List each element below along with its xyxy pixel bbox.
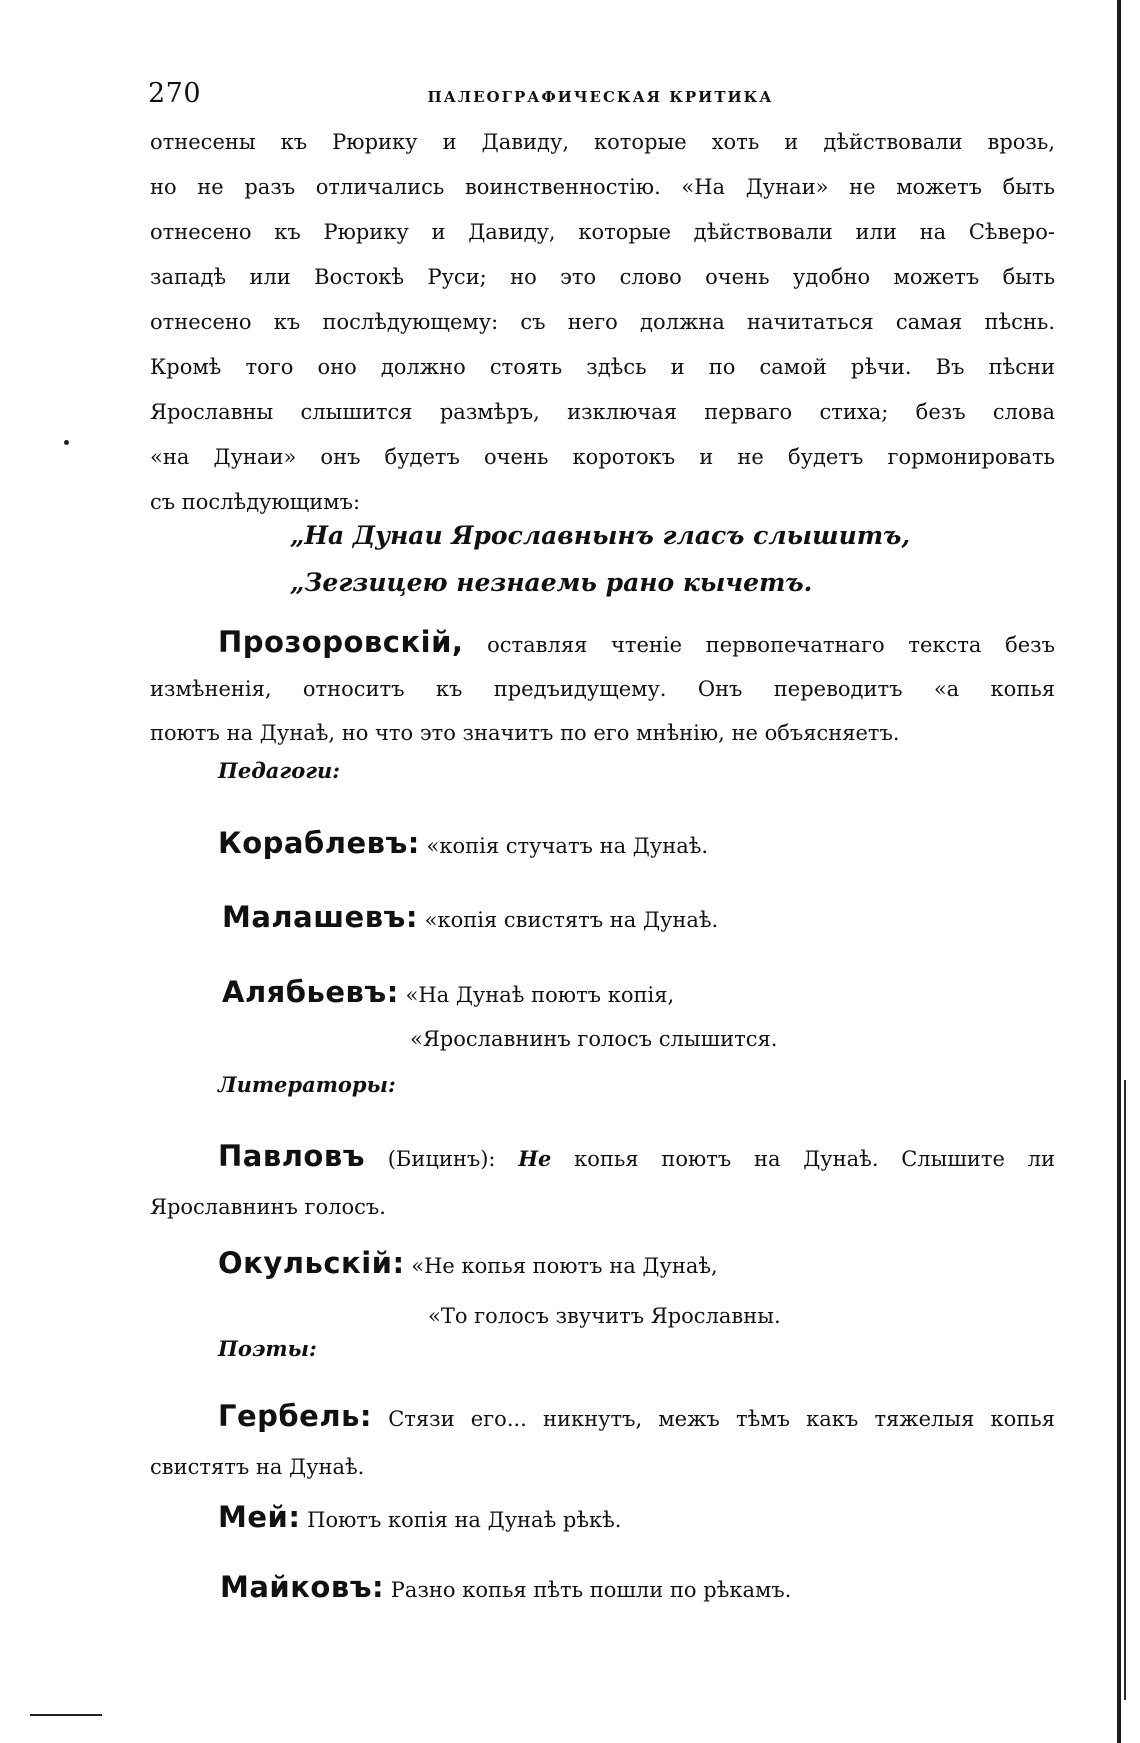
entry-gerbel [150,1392,1055,1491]
entry-alyabyev [222,970,1127,1061]
intro-paragraph [150,120,1055,525]
text-line: Ярославны слышится размѣръ, изключая перваго стиха; безъ слова [150,400,1055,424]
author-name: Малашевъ: [222,900,418,934]
entry-maykov [220,1570,1125,1604]
author-name: Алябьевъ: [222,975,399,1009]
entry-text: Разно копья пѣть пошли по рѣкамъ. [390,1578,792,1602]
author-name: Прозоровскій, [218,625,464,659]
author-name: Майковъ: [220,1570,385,1604]
entry-text: оставляя чтеніе первопечатнаго текста безъ [487,633,1055,657]
entry-text: измѣненія, относитъ къ предъидущему. Онъ переводитъ «а копья [150,677,1055,701]
author-name: Окульскій: [218,1246,405,1280]
entry-text: свистятъ на Дунаѣ. [150,1455,365,1479]
page-header [148,78,1053,118]
author-name: Гербель: [218,1399,372,1433]
entry-text: Стязи его... никнутъ, межъ тѣмъ какъ тяжелыя копья [388,1407,1055,1431]
entry-text-italic: Не [518,1146,552,1171]
text-line: отнесено къ Рюрику и Давиду, которые дѣйствовали или на Сѣверо- [150,220,1055,244]
text-line: Кромѣ того оно должно стоять здѣсь и по самой рѣчи. Въ пѣсни [150,355,1055,379]
entry-text: «На Дунаѣ поютъ копія, [405,983,675,1007]
entry-text: «Ярославнинъ голосъ слышится. [410,1027,778,1051]
author-name: Мей: [218,1500,301,1534]
entry-mey [218,1500,1123,1534]
text-line: съ послѣдующимъ: [150,490,361,514]
quoted-verse [290,512,910,606]
margin-dot [64,440,69,445]
section-heading-poets: Поэты: [218,1336,317,1361]
section-heading-writers: Литераторы: [218,1072,396,1097]
entry-text: «копія свистятъ на Дунаѣ. [424,908,719,932]
section-heading-pedagogues: Педагоги: [218,758,341,783]
page-edge-line-inner [1124,1080,1126,1700]
text-line: «на Дунаи» онъ будетъ очень коротокъ и не будетъ гормонировать [150,445,1055,469]
running-head: ПАЛЕОГРАФИЧЕСКАЯ КРИТИКА [427,88,774,106]
author-name: Павловъ [218,1139,365,1173]
page-number: 270 [148,78,202,109]
entry-text: «То голосъ звучитъ Ярославны. [428,1304,781,1328]
entry-prozorovsky [150,620,1055,755]
entry-text: «копія стучатъ на Дунаѣ. [426,834,709,858]
entry-text: копья поютъ на Дунаѣ. Слышите ли [574,1147,1055,1171]
entry-text: Поютъ копія на Дунаѣ рѣкѣ. [307,1508,622,1532]
entry-korablev [218,826,1123,860]
entry-text: «Не копья поютъ на Дунаѣ, [411,1254,718,1278]
text-line: но не разъ отличались воинственностію. «На Дунаи» не можетъ быть [150,175,1055,199]
footnote-rule [30,1714,102,1716]
author-name: Кораблевъ: [218,826,420,860]
author-alias: (Бицинъ): [387,1147,496,1171]
entry-text: поютъ на Дунаѣ, но что это значитъ по его мнѣнію, не объясняетъ. [150,721,900,745]
text-line: западѣ или Востокѣ Руси; но это слово очень удобно можетъ быть [150,265,1055,289]
text-line: отнесены къ Рюрику и Давиду, которые хоть и дѣйствовали врозь, [150,130,1055,154]
text-line: отнесено къ послѣдующему: съ него должна начитаться самая пѣснь. [150,310,1055,334]
verse-line: „Зегзицею незнаемь рано кычетъ. [290,568,813,597]
entry-okulsky [218,1238,1123,1341]
entry-malashev [222,900,1127,934]
entry-pavlov [150,1132,1055,1231]
verse-line: „На Дунаи Ярославнынъ гласъ слышитъ, [290,521,911,550]
entry-text: Ярославнинъ голосъ. [150,1195,386,1219]
page-edge-line [1117,0,1121,1743]
